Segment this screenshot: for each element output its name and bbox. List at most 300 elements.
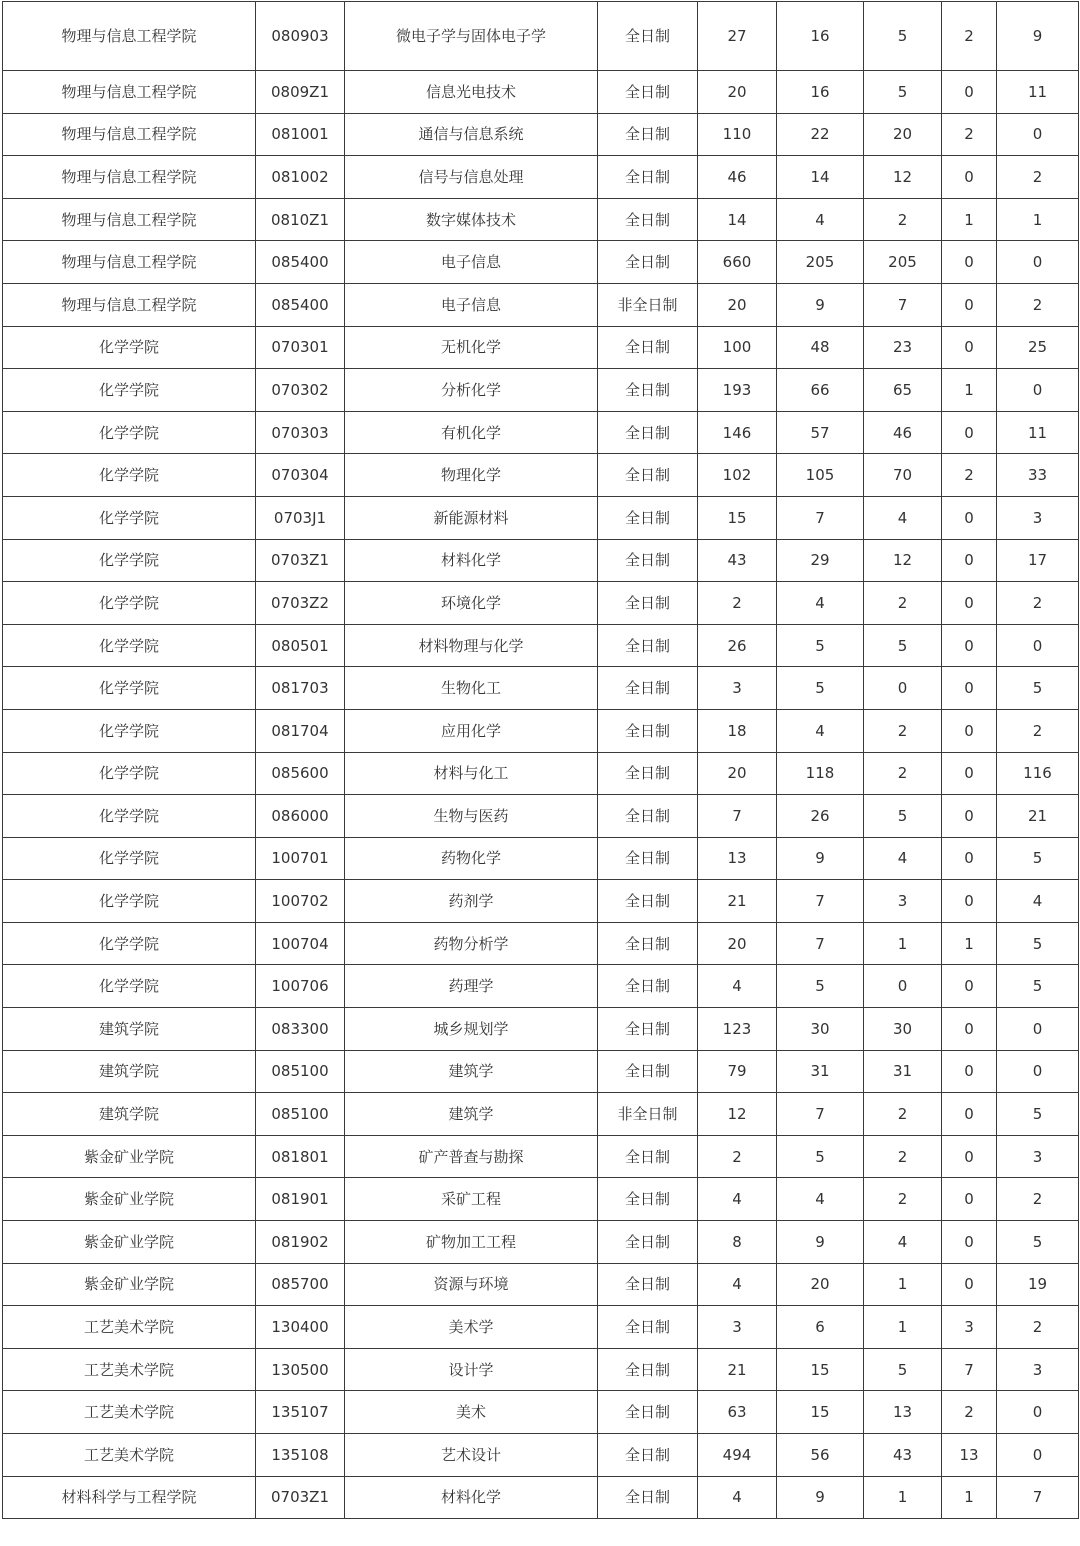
table-row [3,1348,1079,1391]
exempt-count-cell: 2 [942,113,997,156]
remaining-count-cell: 0 [997,1008,1079,1051]
plan-count-cell: 14 [698,198,777,241]
admitted-count-cell: 70 [864,454,942,497]
study-mode-cell: 全日制 [598,369,698,412]
major-code-cell: 070303 [256,411,345,454]
plan-count-cell: 102 [698,454,777,497]
major-name-cell: 艺术设计 [345,1434,598,1477]
college-cell: 化学学院 [3,624,256,667]
applicant-count-cell: 15 [777,1348,864,1391]
study-mode-cell: 全日制 [598,539,698,582]
exempt-count-cell: 0 [942,1178,997,1221]
major-name-cell: 材料与化工 [345,752,598,795]
remaining-count-cell: 0 [997,1050,1079,1093]
remaining-count-cell: 2 [997,709,1079,752]
table-row [3,1093,1079,1136]
college-cell: 建筑学院 [3,1093,256,1136]
exempt-count-cell: 0 [942,582,997,625]
college-cell: 化学学院 [3,454,256,497]
table-row [3,795,1079,838]
table-row [3,624,1079,667]
college-cell: 化学学院 [3,369,256,412]
remaining-count-cell: 9 [997,2,1079,71]
admitted-count-cell: 5 [864,2,942,71]
remaining-count-cell: 2 [997,283,1079,326]
admitted-count-cell: 3 [864,880,942,923]
applicant-count-cell: 31 [777,1050,864,1093]
admitted-count-cell: 4 [864,496,942,539]
applicant-count-cell: 7 [777,496,864,539]
major-name-cell: 无机化学 [345,326,598,369]
major-code-cell: 085400 [256,283,345,326]
major-name-cell: 物理化学 [345,454,598,497]
plan-count-cell: 12 [698,1093,777,1136]
remaining-count-cell: 0 [997,369,1079,412]
college-cell: 化学学院 [3,667,256,710]
admitted-count-cell: 1 [864,922,942,965]
remaining-count-cell: 4 [997,880,1079,923]
applicant-count-cell: 5 [777,1135,864,1178]
plan-count-cell: 20 [698,71,777,114]
plan-count-cell: 4 [698,965,777,1008]
applicant-count-cell: 57 [777,411,864,454]
applicant-count-cell: 4 [777,1178,864,1221]
plan-count-cell: 4 [698,1476,777,1519]
major-name-cell: 生物与医药 [345,795,598,838]
table-row [3,496,1079,539]
major-code-cell: 081801 [256,1135,345,1178]
college-cell: 化学学院 [3,582,256,625]
major-code-cell: 130400 [256,1306,345,1349]
study-mode-cell: 全日制 [598,113,698,156]
major-code-cell: 083300 [256,1008,345,1051]
exempt-count-cell: 0 [942,496,997,539]
remaining-count-cell: 7 [997,1476,1079,1519]
major-name-cell: 建筑学 [345,1093,598,1136]
college-cell: 化学学院 [3,326,256,369]
remaining-count-cell: 0 [997,113,1079,156]
major-name-cell: 城乡规划学 [345,1008,598,1051]
study-mode-cell: 全日制 [598,411,698,454]
remaining-count-cell: 33 [997,454,1079,497]
applicant-count-cell: 7 [777,1093,864,1136]
major-code-cell: 081704 [256,709,345,752]
study-mode-cell: 全日制 [598,156,698,199]
table-row [3,113,1079,156]
table-row [3,880,1079,923]
study-mode-cell: 全日制 [598,837,698,880]
applicant-count-cell: 9 [777,1221,864,1264]
applicant-count-cell: 5 [777,667,864,710]
major-name-cell: 资源与环境 [345,1263,598,1306]
exempt-count-cell: 1 [942,198,997,241]
major-code-cell: 135108 [256,1434,345,1477]
major-code-cell: 070304 [256,454,345,497]
study-mode-cell: 全日制 [598,795,698,838]
exempt-count-cell: 0 [942,709,997,752]
college-cell: 紫金矿业学院 [3,1221,256,1264]
major-code-cell: 0703Z1 [256,1476,345,1519]
study-mode-cell: 全日制 [598,752,698,795]
major-name-cell: 分析化学 [345,369,598,412]
applicant-count-cell: 6 [777,1306,864,1349]
major-code-cell: 081902 [256,1221,345,1264]
admitted-count-cell: 12 [864,539,942,582]
table-row [3,965,1079,1008]
plan-count-cell: 46 [698,156,777,199]
major-code-cell: 100701 [256,837,345,880]
table-row [3,1050,1079,1093]
table-row [3,1391,1079,1434]
applicant-count-cell: 20 [777,1263,864,1306]
admitted-count-cell: 7 [864,283,942,326]
major-code-cell: 085100 [256,1050,345,1093]
study-mode-cell: 全日制 [598,667,698,710]
major-code-cell: 080903 [256,2,345,71]
major-name-cell: 矿产普查与勘探 [345,1135,598,1178]
exempt-count-cell: 0 [942,795,997,838]
plan-count-cell: 21 [698,1348,777,1391]
exempt-count-cell: 0 [942,1135,997,1178]
major-code-cell: 0703Z2 [256,582,345,625]
exempt-count-cell: 0 [942,1050,997,1093]
applicant-count-cell: 29 [777,539,864,582]
admissions-table [2,1,1079,1519]
plan-count-cell: 63 [698,1391,777,1434]
admitted-count-cell: 2 [864,582,942,625]
applicant-count-cell: 9 [777,1476,864,1519]
table-row [3,1221,1079,1264]
remaining-count-cell: 0 [997,241,1079,284]
applicant-count-cell: 205 [777,241,864,284]
major-name-cell: 美术学 [345,1306,598,1349]
table-row [3,71,1079,114]
table-row [3,582,1079,625]
major-name-cell: 生物化工 [345,667,598,710]
table-row [3,1263,1079,1306]
remaining-count-cell: 5 [997,1093,1079,1136]
applicant-count-cell: 7 [777,880,864,923]
study-mode-cell: 全日制 [598,71,698,114]
exempt-count-cell: 13 [942,1434,997,1477]
applicant-count-cell: 14 [777,156,864,199]
exempt-count-cell: 0 [942,965,997,1008]
exempt-count-cell: 0 [942,1093,997,1136]
major-code-cell: 085700 [256,1263,345,1306]
admitted-count-cell: 2 [864,709,942,752]
major-name-cell: 药理学 [345,965,598,1008]
college-cell: 物理与信息工程学院 [3,71,256,114]
admitted-count-cell: 20 [864,113,942,156]
applicant-count-cell: 26 [777,795,864,838]
admitted-count-cell: 205 [864,241,942,284]
plan-count-cell: 18 [698,709,777,752]
college-cell: 化学学院 [3,837,256,880]
college-cell: 建筑学院 [3,1050,256,1093]
major-name-cell: 药物分析学 [345,922,598,965]
college-cell: 化学学院 [3,539,256,582]
exempt-count-cell: 0 [942,326,997,369]
admitted-count-cell: 13 [864,1391,942,1434]
remaining-count-cell: 2 [997,156,1079,199]
table-row [3,326,1079,369]
major-code-cell: 100704 [256,922,345,965]
major-code-cell: 0809Z1 [256,71,345,114]
applicant-count-cell: 15 [777,1391,864,1434]
plan-count-cell: 3 [698,1306,777,1349]
major-code-cell: 085400 [256,241,345,284]
major-code-cell: 100702 [256,880,345,923]
admitted-count-cell: 1 [864,1263,942,1306]
exempt-count-cell: 0 [942,880,997,923]
exempt-count-cell: 0 [942,1263,997,1306]
major-code-cell: 085100 [256,1093,345,1136]
remaining-count-cell: 19 [997,1263,1079,1306]
exempt-count-cell: 0 [942,241,997,284]
exempt-count-cell: 0 [942,411,997,454]
admitted-count-cell: 65 [864,369,942,412]
college-cell: 材料科学与工程学院 [3,1476,256,1519]
table-row [3,667,1079,710]
major-name-cell: 矿物加工工程 [345,1221,598,1264]
remaining-count-cell: 17 [997,539,1079,582]
exempt-count-cell: 0 [942,667,997,710]
admitted-count-cell: 31 [864,1050,942,1093]
major-name-cell: 应用化学 [345,709,598,752]
table-row [3,539,1079,582]
college-cell: 紫金矿业学院 [3,1135,256,1178]
plan-count-cell: 4 [698,1263,777,1306]
major-name-cell: 材料化学 [345,1476,598,1519]
major-name-cell: 信息光电技术 [345,71,598,114]
table-row [3,1476,1079,1519]
admitted-count-cell: 4 [864,1221,942,1264]
table-row [3,752,1079,795]
applicant-count-cell: 5 [777,965,864,1008]
plan-count-cell: 660 [698,241,777,284]
table-row [3,241,1079,284]
admitted-count-cell: 5 [864,1348,942,1391]
plan-count-cell: 21 [698,880,777,923]
table-row [3,837,1079,880]
applicant-count-cell: 4 [777,198,864,241]
remaining-count-cell: 1 [997,198,1079,241]
applicant-count-cell: 4 [777,709,864,752]
table-row [3,1008,1079,1051]
table-row [3,198,1079,241]
major-name-cell: 材料物理与化学 [345,624,598,667]
study-mode-cell: 全日制 [598,1306,698,1349]
major-code-cell: 100706 [256,965,345,1008]
major-name-cell: 通信与信息系统 [345,113,598,156]
plan-count-cell: 2 [698,582,777,625]
applicant-count-cell: 48 [777,326,864,369]
table-row [3,411,1079,454]
plan-count-cell: 20 [698,922,777,965]
remaining-count-cell: 2 [997,1178,1079,1221]
plan-count-cell: 20 [698,283,777,326]
admitted-count-cell: 46 [864,411,942,454]
plan-count-cell: 123 [698,1008,777,1051]
study-mode-cell: 全日制 [598,1263,698,1306]
study-mode-cell: 全日制 [598,1391,698,1434]
admitted-count-cell: 23 [864,326,942,369]
plan-count-cell: 7 [698,795,777,838]
plan-count-cell: 26 [698,624,777,667]
college-cell: 物理与信息工程学院 [3,198,256,241]
major-code-cell: 085600 [256,752,345,795]
study-mode-cell: 全日制 [598,1178,698,1221]
plan-count-cell: 494 [698,1434,777,1477]
major-name-cell: 有机化学 [345,411,598,454]
admitted-count-cell: 2 [864,198,942,241]
major-code-cell: 0703Z1 [256,539,345,582]
applicant-count-cell: 5 [777,624,864,667]
study-mode-cell: 非全日制 [598,1093,698,1136]
exempt-count-cell: 2 [942,2,997,71]
remaining-count-cell: 0 [997,1391,1079,1434]
major-name-cell: 数字媒体技术 [345,198,598,241]
major-name-cell: 建筑学 [345,1050,598,1093]
admitted-count-cell: 5 [864,624,942,667]
study-mode-cell: 全日制 [598,1221,698,1264]
college-cell: 紫金矿业学院 [3,1263,256,1306]
admitted-count-cell: 0 [864,667,942,710]
applicant-count-cell: 7 [777,922,864,965]
exempt-count-cell: 2 [942,454,997,497]
major-code-cell: 070301 [256,326,345,369]
study-mode-cell: 非全日制 [598,283,698,326]
plan-count-cell: 4 [698,1178,777,1221]
plan-count-cell: 2 [698,1135,777,1178]
major-code-cell: 086000 [256,795,345,838]
exempt-count-cell: 0 [942,156,997,199]
major-name-cell: 设计学 [345,1348,598,1391]
exempt-count-cell: 0 [942,752,997,795]
college-cell: 物理与信息工程学院 [3,241,256,284]
exempt-count-cell: 7 [942,1348,997,1391]
remaining-count-cell: 5 [997,965,1079,1008]
table-row [3,922,1079,965]
major-code-cell: 081703 [256,667,345,710]
college-cell: 工艺美术学院 [3,1348,256,1391]
applicant-count-cell: 22 [777,113,864,156]
study-mode-cell: 全日制 [598,496,698,539]
exempt-count-cell: 0 [942,1221,997,1264]
major-name-cell: 信号与信息处理 [345,156,598,199]
study-mode-cell: 全日制 [598,880,698,923]
remaining-count-cell: 11 [997,411,1079,454]
remaining-count-cell: 5 [997,837,1079,880]
college-cell: 工艺美术学院 [3,1391,256,1434]
table-row [3,156,1079,199]
major-code-cell: 080501 [256,624,345,667]
admitted-count-cell: 5 [864,71,942,114]
college-cell: 建筑学院 [3,1008,256,1051]
major-name-text: 微电子学与固体电子学 [396,26,547,45]
remaining-count-cell: 2 [997,582,1079,625]
exempt-count-cell: 3 [942,1306,997,1349]
exempt-count-cell: 0 [942,283,997,326]
table-body [3,2,1079,1519]
admitted-count-cell: 4 [864,837,942,880]
remaining-count-cell: 116 [997,752,1079,795]
major-code-cell: 0810Z1 [256,198,345,241]
remaining-count-cell: 0 [997,1434,1079,1477]
college-cell: 紫金矿业学院 [3,1178,256,1221]
study-mode-cell: 全日制 [598,1348,698,1391]
admitted-count-cell: 2 [864,752,942,795]
plan-count-cell: 100 [698,326,777,369]
applicant-count-cell: 30 [777,1008,864,1051]
table-row [3,709,1079,752]
admitted-count-cell: 2 [864,1093,942,1136]
remaining-count-cell: 3 [997,1348,1079,1391]
major-code-cell: 070302 [256,369,345,412]
remaining-count-cell: 25 [997,326,1079,369]
major-name-cell: 环境化学 [345,582,598,625]
study-mode-cell: 全日制 [598,1434,698,1477]
college-cell: 化学学院 [3,880,256,923]
study-mode-cell: 全日制 [598,1050,698,1093]
major-name-cell: 美术 [345,1391,598,1434]
college-cell: 化学学院 [3,496,256,539]
table-row [3,1135,1079,1178]
study-mode-cell: 全日制 [598,624,698,667]
plan-count-cell: 13 [698,837,777,880]
remaining-count-cell: 3 [997,496,1079,539]
major-name-cell: 材料化学 [345,539,598,582]
study-mode-cell: 全日制 [598,241,698,284]
study-mode-cell: 全日制 [598,2,698,71]
college-cell: 化学学院 [3,709,256,752]
college-cell: 物理与信息工程学院 [3,2,256,71]
college-cell: 工艺美术学院 [3,1306,256,1349]
remaining-count-cell: 2 [997,1306,1079,1349]
plan-count-cell: 146 [698,411,777,454]
exempt-count-cell: 0 [942,1008,997,1051]
applicant-count-cell: 16 [777,71,864,114]
study-mode-cell: 全日制 [598,1476,698,1519]
admitted-count-cell: 1 [864,1306,942,1349]
college-cell: 物理与信息工程学院 [3,283,256,326]
college-cell: 工艺美术学院 [3,1434,256,1477]
admitted-count-cell: 12 [864,156,942,199]
table-row [3,1178,1079,1221]
admitted-count-cell: 5 [864,795,942,838]
applicant-count-cell: 56 [777,1434,864,1477]
admitted-count-cell: 1 [864,1476,942,1519]
table-row [3,2,1079,71]
major-name-cell: 采矿工程 [345,1178,598,1221]
study-mode-cell: 全日制 [598,709,698,752]
table-row [3,454,1079,497]
major-name-cell: 药物化学 [345,837,598,880]
exempt-count-cell: 0 [942,837,997,880]
plan-count-cell: 20 [698,752,777,795]
remaining-count-cell: 5 [997,1221,1079,1264]
remaining-count-cell: 11 [997,71,1079,114]
applicant-count-cell: 16 [777,2,864,71]
exempt-count-cell: 1 [942,369,997,412]
exempt-count-cell: 1 [942,1476,997,1519]
applicant-count-cell: 9 [777,283,864,326]
exempt-count-cell: 0 [942,71,997,114]
study-mode-cell: 全日制 [598,582,698,625]
major-code-cell: 130500 [256,1348,345,1391]
exempt-count-cell: 0 [942,624,997,667]
plan-count-cell: 27 [698,2,777,71]
